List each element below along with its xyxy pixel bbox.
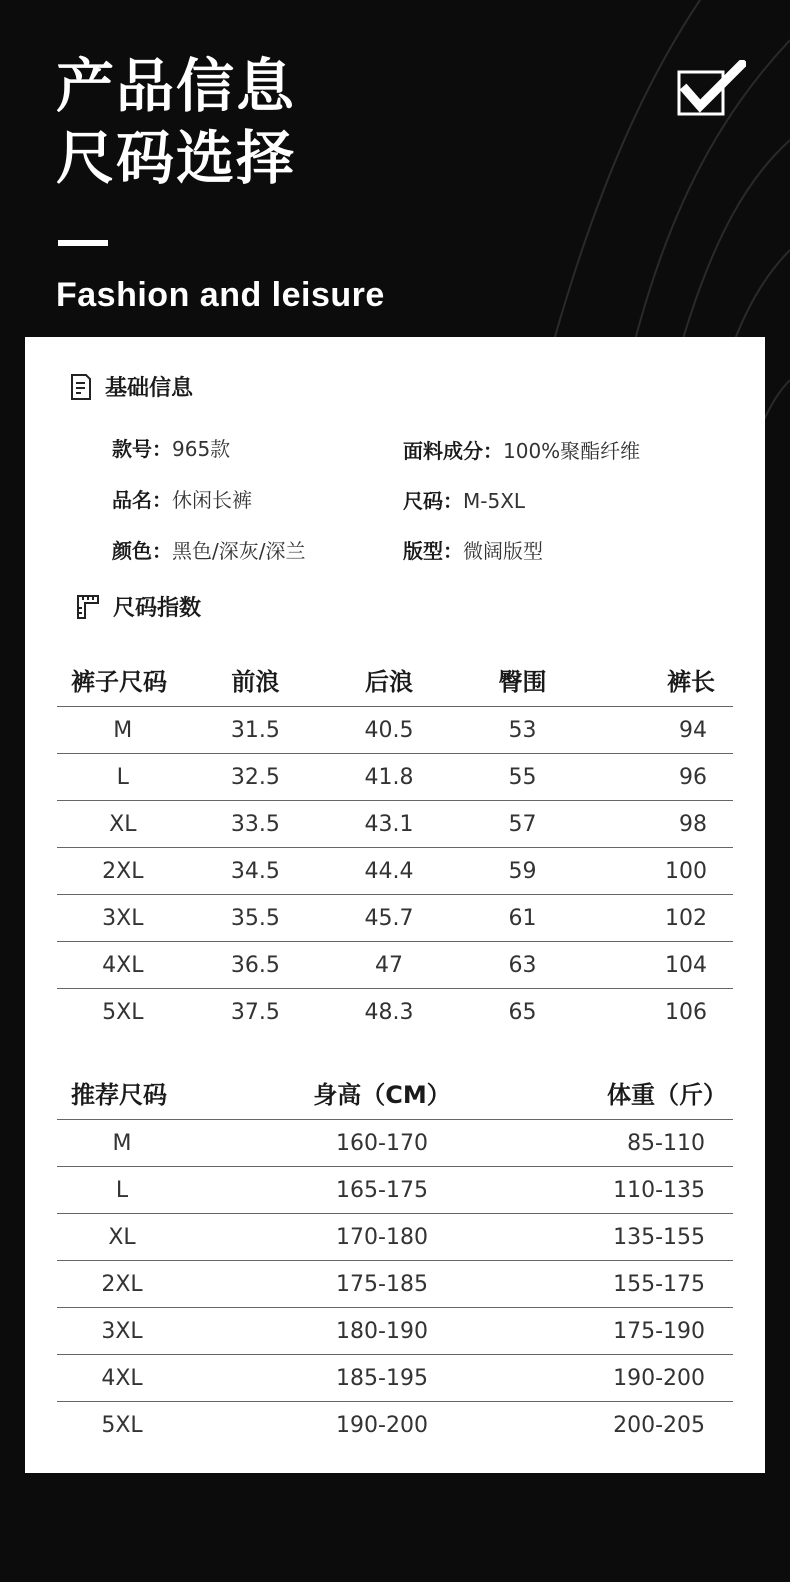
table-cell: 59 bbox=[456, 848, 590, 895]
col-header-size: 裤子尺码 bbox=[57, 652, 189, 707]
col-header-back-rise: 后浪 bbox=[322, 652, 456, 707]
col-header-front-rise: 前浪 bbox=[189, 652, 323, 707]
page-subtitle: Fashion and leisure bbox=[56, 276, 385, 314]
table-row bbox=[57, 895, 733, 942]
info-fabric: 面料成分：100%聚酯纤维 bbox=[403, 439, 641, 463]
document-icon bbox=[69, 372, 93, 402]
table-cell: M bbox=[57, 707, 189, 754]
table-cell: 102 bbox=[589, 895, 733, 942]
table-cell: 53 bbox=[456, 707, 590, 754]
table-row bbox=[57, 942, 733, 989]
table-cell: 4XL bbox=[57, 1355, 187, 1402]
info-size-range: 尺码：M-5XL bbox=[403, 489, 526, 513]
table-cell: 61 bbox=[456, 895, 590, 942]
table-cell: 43.1 bbox=[322, 801, 456, 848]
table-cell: 5XL bbox=[101, 1412, 143, 1438]
table-cell: 190-200 bbox=[577, 1355, 733, 1402]
table-cell: M bbox=[57, 1120, 187, 1167]
page-title bbox=[56, 50, 296, 194]
table-cell: 185-195 bbox=[187, 1355, 577, 1402]
table-row bbox=[57, 801, 733, 848]
table-cell: 170-180 bbox=[187, 1214, 577, 1261]
table-cell: 3XL bbox=[57, 1308, 187, 1355]
table-cell: 155-175 bbox=[577, 1261, 733, 1308]
table-cell: 94 bbox=[589, 707, 733, 754]
table-cell: 41.8 bbox=[322, 754, 456, 801]
table-cell: 175-190 bbox=[577, 1308, 733, 1355]
info-fit: 版型：微阔版型 bbox=[403, 539, 543, 563]
table-row bbox=[57, 1167, 733, 1214]
table-cell: 200-205 bbox=[613, 1412, 705, 1438]
table-cell: 190-200 bbox=[336, 1412, 428, 1438]
table-cell: 5XL bbox=[102, 999, 144, 1025]
info-style-number: 款号：965款 bbox=[112, 437, 231, 461]
table-cell: 2XL bbox=[57, 1261, 187, 1308]
table-cell: 175-185 bbox=[187, 1261, 577, 1308]
table-cell: 165-175 bbox=[187, 1167, 577, 1214]
basic-info-heading bbox=[69, 371, 193, 402]
table-cell: 135-155 bbox=[577, 1214, 733, 1261]
table-cell: 33.5 bbox=[189, 801, 323, 848]
title-line-1: 产品信息 bbox=[56, 52, 297, 120]
table-row bbox=[57, 1214, 733, 1261]
size-index-title: 尺码指数 bbox=[113, 596, 202, 621]
table-cell: 48.3 bbox=[364, 999, 414, 1025]
table-cell: 110-135 bbox=[577, 1167, 733, 1214]
table-cell: 4XL bbox=[57, 942, 189, 989]
size-index-table bbox=[57, 652, 733, 1035]
info-card bbox=[25, 337, 765, 1473]
table-cell: 63 bbox=[456, 942, 590, 989]
table-cell: 100 bbox=[589, 848, 733, 895]
table-cell: L bbox=[57, 1167, 187, 1214]
table-cell: 160-170 bbox=[187, 1120, 577, 1167]
table-cell: 47 bbox=[322, 942, 456, 989]
table-cell: 45.7 bbox=[322, 895, 456, 942]
table-cell: 34.5 bbox=[189, 848, 323, 895]
table-row bbox=[57, 1261, 733, 1308]
table-cell: 104 bbox=[589, 942, 733, 989]
table-cell: 37.5 bbox=[230, 999, 280, 1025]
table-cell: L bbox=[57, 754, 189, 801]
table-cell: 65 bbox=[508, 999, 537, 1025]
table-cell: 31.5 bbox=[189, 707, 323, 754]
info-colors: 颜色：黑色/深灰/深兰 bbox=[112, 539, 306, 563]
col-header-weight: 体重（斤） bbox=[577, 1065, 733, 1120]
table-cell: XL bbox=[57, 801, 189, 848]
table-cell: 106 bbox=[665, 999, 707, 1025]
table-cell: 85-110 bbox=[577, 1120, 733, 1167]
col-header-length: 裤长 bbox=[589, 652, 733, 707]
col-header-recommended-size: 推荐尺码 bbox=[57, 1065, 187, 1120]
table-cell: 35.5 bbox=[189, 895, 323, 942]
table-cell: 180-190 bbox=[187, 1308, 577, 1355]
table-cell: 55 bbox=[456, 754, 590, 801]
table-row bbox=[57, 707, 733, 754]
table-cell: XL bbox=[57, 1214, 187, 1261]
table-row bbox=[57, 754, 733, 801]
table-row bbox=[57, 1355, 733, 1402]
table-cell: 32.5 bbox=[189, 754, 323, 801]
col-header-hip: 臀围 bbox=[456, 652, 590, 707]
table-cell: 57 bbox=[456, 801, 590, 848]
table-row bbox=[57, 1120, 733, 1167]
table-row bbox=[57, 848, 733, 895]
table-cell: 2XL bbox=[57, 848, 189, 895]
recommend-table bbox=[57, 1065, 733, 1448]
table-row bbox=[57, 1308, 733, 1355]
table-cell: 96 bbox=[589, 754, 733, 801]
table-cell: 36.5 bbox=[189, 942, 323, 989]
ruler-icon bbox=[75, 593, 101, 621]
checkmark-icon bbox=[676, 60, 746, 118]
title-line-2: 尺码选择 bbox=[56, 124, 297, 192]
basic-info-title: 基础信息 bbox=[105, 376, 194, 401]
info-product-name: 品名：休闲长裤 bbox=[112, 488, 252, 512]
table-cell: 98 bbox=[589, 801, 733, 848]
col-header-height: 身高（CM） bbox=[187, 1065, 577, 1120]
title-divider bbox=[58, 240, 108, 246]
table-row bbox=[57, 989, 733, 1036]
table-cell: 3XL bbox=[57, 895, 189, 942]
table-cell: 40.5 bbox=[322, 707, 456, 754]
table-row bbox=[57, 1402, 733, 1449]
table-cell: 44.4 bbox=[322, 848, 456, 895]
size-index-heading bbox=[75, 591, 201, 622]
